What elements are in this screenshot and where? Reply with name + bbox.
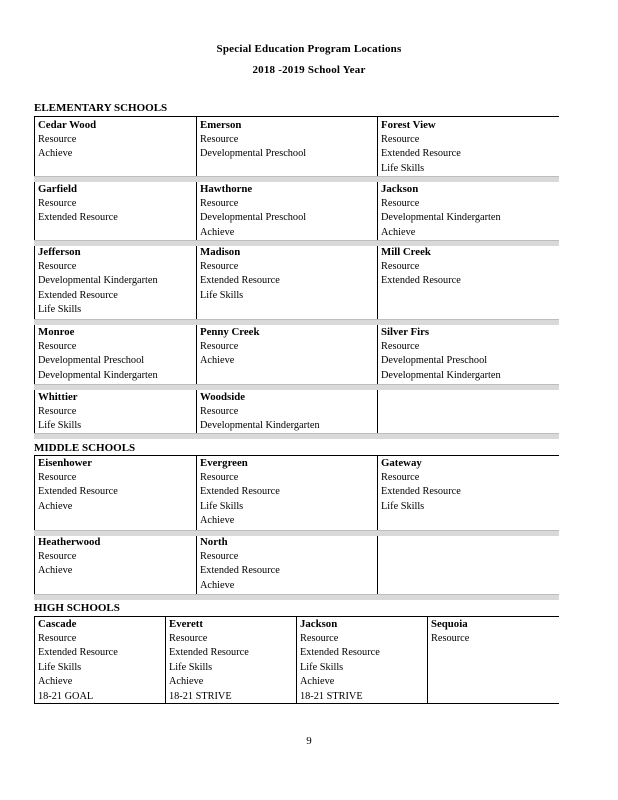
program-item: Extended Resource: [169, 647, 249, 659]
school-cell: [38, 535, 100, 579]
middle-col-divider-2: [377, 455, 378, 597]
program-item: Resource: [200, 260, 239, 272]
program-item: Life Skills: [169, 661, 213, 673]
program-item: Resource: [38, 133, 77, 145]
school-cell: [200, 535, 280, 593]
program-item: Achieve: [200, 515, 235, 527]
school-cell: [200, 118, 306, 162]
school-name: Jackson: [300, 618, 338, 630]
school-cell: [200, 325, 259, 369]
section-separator: [34, 433, 559, 439]
program-item: Extended Resource: [200, 565, 280, 577]
program-item: Resource: [169, 632, 208, 644]
school-name: Garfield: [38, 183, 77, 195]
program-item: Resource: [200, 550, 239, 562]
program-item: Developmental Preschool: [38, 355, 145, 367]
program-item: Resource: [38, 340, 77, 352]
program-item: Achieve: [200, 226, 235, 238]
school-name: Penny Creek: [200, 326, 260, 338]
school-cell: [200, 245, 280, 303]
program-item: Life Skills: [300, 661, 344, 673]
school-name: Silver Firs: [381, 326, 430, 338]
program-item: Life Skills: [200, 500, 244, 512]
school-name: Cedar Wood: [38, 119, 97, 131]
school-cell: [38, 390, 81, 434]
school-cell: [169, 617, 249, 705]
program-item: Developmental Preschool: [200, 148, 307, 160]
program-item: Achieve: [38, 500, 73, 512]
school-cell: [381, 182, 501, 240]
school-name: Gateway: [381, 457, 422, 469]
program-item: Developmental Kindergarten: [38, 275, 158, 287]
school-name: Evergreen: [200, 457, 248, 469]
high-col-divider-3: [427, 616, 428, 704]
program-item: Life Skills: [381, 500, 425, 512]
school-cell: [200, 390, 320, 434]
program-item: Developmental Kindergarten: [38, 369, 158, 381]
school-cell: [200, 456, 280, 529]
elementary-top-rule: [34, 116, 559, 117]
school-name: Emerson: [200, 119, 242, 131]
program-item: Life Skills: [38, 661, 82, 673]
program-item: Resource: [381, 471, 420, 483]
middle-col-divider-1: [196, 455, 197, 597]
program-item: Resource: [431, 632, 470, 644]
school-cell: [300, 617, 380, 705]
program-item: Achieve: [38, 148, 73, 160]
program-item: Extended Resource: [38, 486, 118, 498]
school-name: Whittier: [38, 391, 78, 403]
program-item: Achieve: [169, 676, 204, 688]
school-cell: [381, 118, 461, 176]
program-item: Resource: [38, 550, 77, 562]
program-item: Achieve: [200, 579, 235, 591]
program-item: Resource: [38, 632, 77, 644]
program-item: Extended Resource: [38, 212, 118, 224]
program-item: Extended Resource: [200, 275, 280, 287]
program-item: Achieve: [200, 355, 235, 367]
school-name: Forest View: [381, 119, 436, 131]
program-item: Resource: [38, 197, 77, 209]
program-item: Resource: [200, 340, 239, 352]
school-name: Madison: [200, 246, 241, 258]
document-title: Special Education Program Locations: [216, 43, 402, 55]
school-cell: [38, 325, 158, 383]
high-section-label: HIGH SCHOOLS: [34, 602, 120, 614]
row-separator: [34, 530, 559, 536]
program-item: Life Skills: [38, 420, 82, 432]
program-item: Resource: [381, 197, 420, 209]
middle-section-label: MIDDLE SCHOOLS: [34, 442, 136, 454]
program-item: Developmental Preschool: [381, 355, 488, 367]
school-name: Everett: [169, 618, 203, 630]
program-item: Extended Resource: [300, 647, 380, 659]
program-item: Developmental Kindergarten: [381, 369, 501, 381]
program-item: 18-21 STRIVE: [169, 690, 232, 702]
school-cell: [38, 456, 118, 514]
program-item: Resource: [38, 405, 77, 417]
program-item: Resource: [38, 471, 77, 483]
program-item: Resource: [200, 197, 239, 209]
middle-left-border: [34, 455, 35, 597]
program-item: Resource: [300, 632, 339, 644]
school-cell: [38, 182, 118, 226]
program-item: Resource: [200, 471, 239, 483]
program-item: Extended Resource: [381, 275, 461, 287]
school-cell: [381, 245, 461, 289]
school-name: Hawthorne: [200, 183, 253, 195]
program-item: Life Skills: [38, 304, 82, 316]
program-item: Extended Resource: [381, 148, 461, 160]
school-name: Mill Creek: [381, 246, 431, 258]
section-separator: [34, 594, 559, 600]
program-item: Achieve: [38, 565, 73, 577]
program-item: Extended Resource: [381, 486, 461, 498]
program-item: Life Skills: [200, 289, 244, 301]
program-item: Developmental Kindergarten: [200, 420, 320, 432]
school-name: Monroe: [38, 326, 75, 338]
school-name: Heatherwood: [38, 536, 101, 548]
program-item: Extended Resource: [200, 486, 280, 498]
school-cell: [381, 456, 461, 514]
school-name: Woodside: [200, 391, 246, 403]
program-item: Developmental Kindergarten: [381, 212, 501, 224]
program-item: Resource: [381, 133, 420, 145]
high-col-divider-2: [296, 616, 297, 704]
school-name: Sequoia: [431, 618, 468, 630]
school-cell: [381, 325, 501, 383]
program-item: 18-21 GOAL: [38, 690, 94, 702]
school-name: Eisenhower: [38, 457, 92, 469]
elementary-section-label: ELEMENTARY SCHOOLS: [34, 102, 168, 114]
program-item: Extended Resource: [38, 289, 118, 301]
program-item: Achieve: [381, 226, 416, 238]
school-name: Cascade: [38, 618, 77, 630]
program-item: Resource: [381, 340, 420, 352]
school-name: Jackson: [381, 183, 419, 195]
program-item: Resource: [200, 133, 239, 145]
program-item: Resource: [381, 260, 420, 272]
program-item: Life Skills: [381, 162, 425, 174]
program-item: 18-21 STRIVE: [300, 690, 363, 702]
program-item: Extended Resource: [38, 647, 118, 659]
program-item: Developmental Preschool: [200, 212, 307, 224]
program-item: Resource: [200, 405, 239, 417]
program-item: Resource: [38, 260, 77, 272]
school-name: Jefferson: [38, 246, 81, 258]
page-number: 9: [306, 735, 312, 747]
school-cell: [200, 182, 306, 240]
school-cell: [38, 617, 118, 705]
school-cell: [38, 118, 96, 162]
program-item: Achieve: [300, 676, 335, 688]
school-cell: [38, 245, 158, 318]
program-item: Achieve: [38, 676, 73, 688]
school-name: North: [200, 536, 228, 548]
high-col-divider-1: [165, 616, 166, 704]
school-cell: [431, 617, 469, 646]
school-year: 2018 -2019 School Year: [252, 64, 366, 76]
high-left-border: [34, 616, 35, 704]
